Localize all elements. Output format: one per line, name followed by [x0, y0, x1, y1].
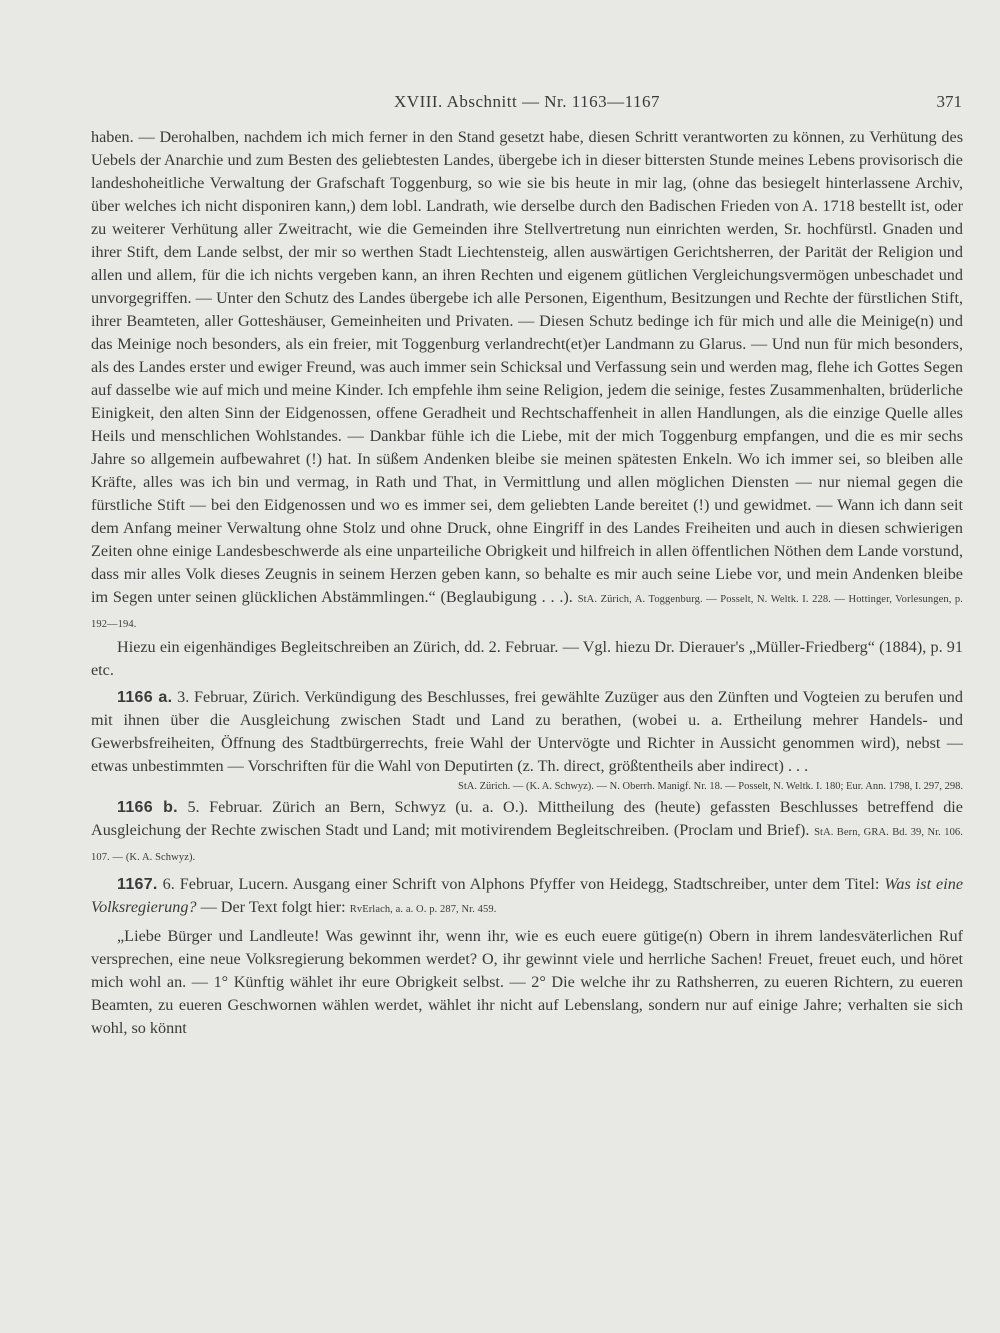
- paragraph-continuation: [91, 126, 963, 636]
- entry-1167: [91, 873, 963, 921]
- paragraph-text: haben. — Derohalben, nachdem ich mich ferner in den Stand gesetzt habe, diesen Schritt verantworten zu können, zu Verhütung des Uebels der Anarchie und zum Besten des geliebtesten Landes, übergebe ich in dieser bittersten Stunde meines Lebens provisorisch die landeshoheitliche Verwaltung der Grafschaft Toggenburg, so wie sie bis heute in mir lag, (ohne das besiegelt hinterlassene Archiv, über welches ich nicht disponiren kann,) dem lobl. Landrath, wie derselbe durch den Badischen Frieden von A. 1718 bestellt ist, oder zu weiterer Verhütung aller Zweitracht, wie die Gemeinden ihre Stellvertretung nun einrichten werden, Sr. hochfürstl. Gnaden und ihrer Stift, dem Lande selbst, der mir so werthen Stadt Liechtensteig, allen auswärtigen Gerichtsherren, der Parität der Religion und allen und allem, für die ich nichts vergeben kann, an ihren Rechten und eigenem gütlichen Vergleichungsvermögen unbeschadet und unvorgegriffen. — Unter den Schutz des Landes übergebe ich alle Personen, Eigenthum, Besitzungen und Rechte der fürstlichen Stift, ihrer Beamteten, aller Gotteshäuser, Gemeinheiten und Privaten. — Diesen Schutz bedinge ich für mich und alle die Meinige(n) und das Meinige noch besonders, als ein freier, mit Toggenburg verlandrecht(et)er Landmann zu Glarus. — Und nun für mich besonders, als des Landes erster und ewiger Freund, was auch immer sein Schicksal und Verfassung sein und werden mag, flehe ich Gottes Segen auf dasselbe wie auf mich und meine Kinder. Ich empfehle ihm seine Religion, jedem die seinige, festes Zusammenhalten, brüderliche Einigkeit, den alten Sinn der Eidgenossen, offene Geradheit und Rechtschaffenheit in allen Handlungen, als die einzige Quelle alles Heils und menschlichen Wohlstandes. — Dankbar fühle ich die Liebe, mit der mich Toggenburg empfangen, und die es mir sechs Jahre so allgemein aufbewahret (!) hat. In süßem Andenken bleibe sie meinen spätesten Enkeln. Wo ich immer sei, so bleiben alle Kräfte, alles was ich bin und vermag, in Rath und That, in Vermittlung und allen möglichen Diensten — nur niemal gegen die fürstliche Stift — bei den Eidgenossen und wo es immer sei, dem geliebten Lande bereitet (!) und gewidmet. — Wann ich dann seit dem Anfang meiner Verwaltung ohne Stolz und ohne Druck, ohne Eingriff in des Landes Freiheiten und auch in diesen schwierigen Zeiten ohne einige Landesbeschwerde als eine unparteiliche Obrigkeit und hilfreich in allen öffentlichen Nöthen dem Lande vorstund, dass mir alles Volk dieses Zeugnis in seinem Herzen geben kann, so behalte es mir auch seine Liebe vor, und mein Andenken bleibe im Segen unter seinen glücklichen Abstämmlingen.“ (Beglaubigung . . .).: [91, 128, 963, 606]
- entry-1166b: [91, 796, 963, 869]
- entry-source: StA. Bern, GRA. Bd. 39, Nr. 106. 107. — (K. A. Schwyz).: [91, 827, 963, 863]
- entry-number: 1166 b.: [117, 799, 178, 816]
- page-header: [92, 92, 962, 116]
- entry-source: StA. Zürich. — (K. A. Schwyz). — N. Oberrh. Manigf. Nr. 18. — Posselt, N. Weltk. I. 180; Eur. Ann. 1798, I. 297, 298.: [458, 781, 963, 792]
- paragraph-note: Hiezu ein eigenhändiges Begleitschreiben an Zürich, dd. 2. Februar. — Vgl. hiezu Dr. Dierauer's „Müller-Friedberg“ (1884), p. 91 etc.: [91, 638, 963, 679]
- entry-text: 3. Februar, Zürich. Verkündigung des Beschlusses, frei gewählte Zuzüger aus den Zünften und Vogteien zu berufen und mit ihnen über die Ausgleichung zwischen Stadt und Land zu berathen, (wobei u. a. Ertheilung mehrer Handels- und Gewerbsfreiheiten, Öffnung des Stadtbürgerrechts, freie Wahl der Untervögte und Richter in Aussicht genommen wird), nebst — etwas unbestimmten — Vorschriften für die Wahl von Deputirten (z. Th. direct, größtentheils aber indirect) . . .: [91, 688, 963, 775]
- paragraph-quote: „Liebe Bürger und Landleute! Was gewinnt ihr, wenn ihr, wie es euch euere gütige(n) Obern in ihrem landesväterlichen Ruf versprechen, eine neue Volksregierung bekommen werdet? O, ihr gewinnt viele und herrliche Sachen! Freuet, freuet euch, und höret mich wohl an. — 1° Künftig wählet ihr eure Obrigkeit selbst. — 2° Die welche ihr zu Rathsherren, zu eueren Richtern, zu eueren Beamten, zu eueren Geschwornen wählen werdet, wählet ihr nicht auf Lebenslang, sondern nur auf einige Jahre; verhalten sie sich wohl, so könnt: [91, 927, 963, 1037]
- entry-text: 6. Februar, Lucern. Ausgang einer Schrift von Alphons Pfyffer von Heidegg, Stadtschreiber, unter dem Titel:: [162, 875, 885, 893]
- entry-title-italic: Was ist eine Volksregierung?: [91, 875, 964, 916]
- entry-number: 1167.: [117, 876, 158, 893]
- entry-text: 5. Februar. Zürich an Bern, Schwyz (u. a. O.). Mittheilung des (heute) gefassten Beschlusses betreffend die Ausgleichung der Rechte zwischen Stadt und Land; mit motivirendem Begleitschreiben. (Proclam und Brief).: [91, 798, 963, 839]
- entry-source: RvErlach, a. a. O. p. 287, Nr. 459.: [349, 904, 497, 915]
- body-text: [91, 126, 963, 1040]
- entry-1166a: [91, 686, 963, 778]
- page-number: 371: [936, 92, 962, 111]
- entry-text-after: — Der Text folgt hier:: [196, 898, 346, 916]
- source-citation: StA. Zürich, A. Toggenburg. — Posselt, N. Weltk. I. 228. — Hottinger, Vorlesungen, p. 192—194.: [91, 594, 964, 630]
- running-title: XVIII. Abschnitt — Nr. 1163—1167: [394, 92, 660, 111]
- entry-number: 1166 a.: [117, 689, 173, 706]
